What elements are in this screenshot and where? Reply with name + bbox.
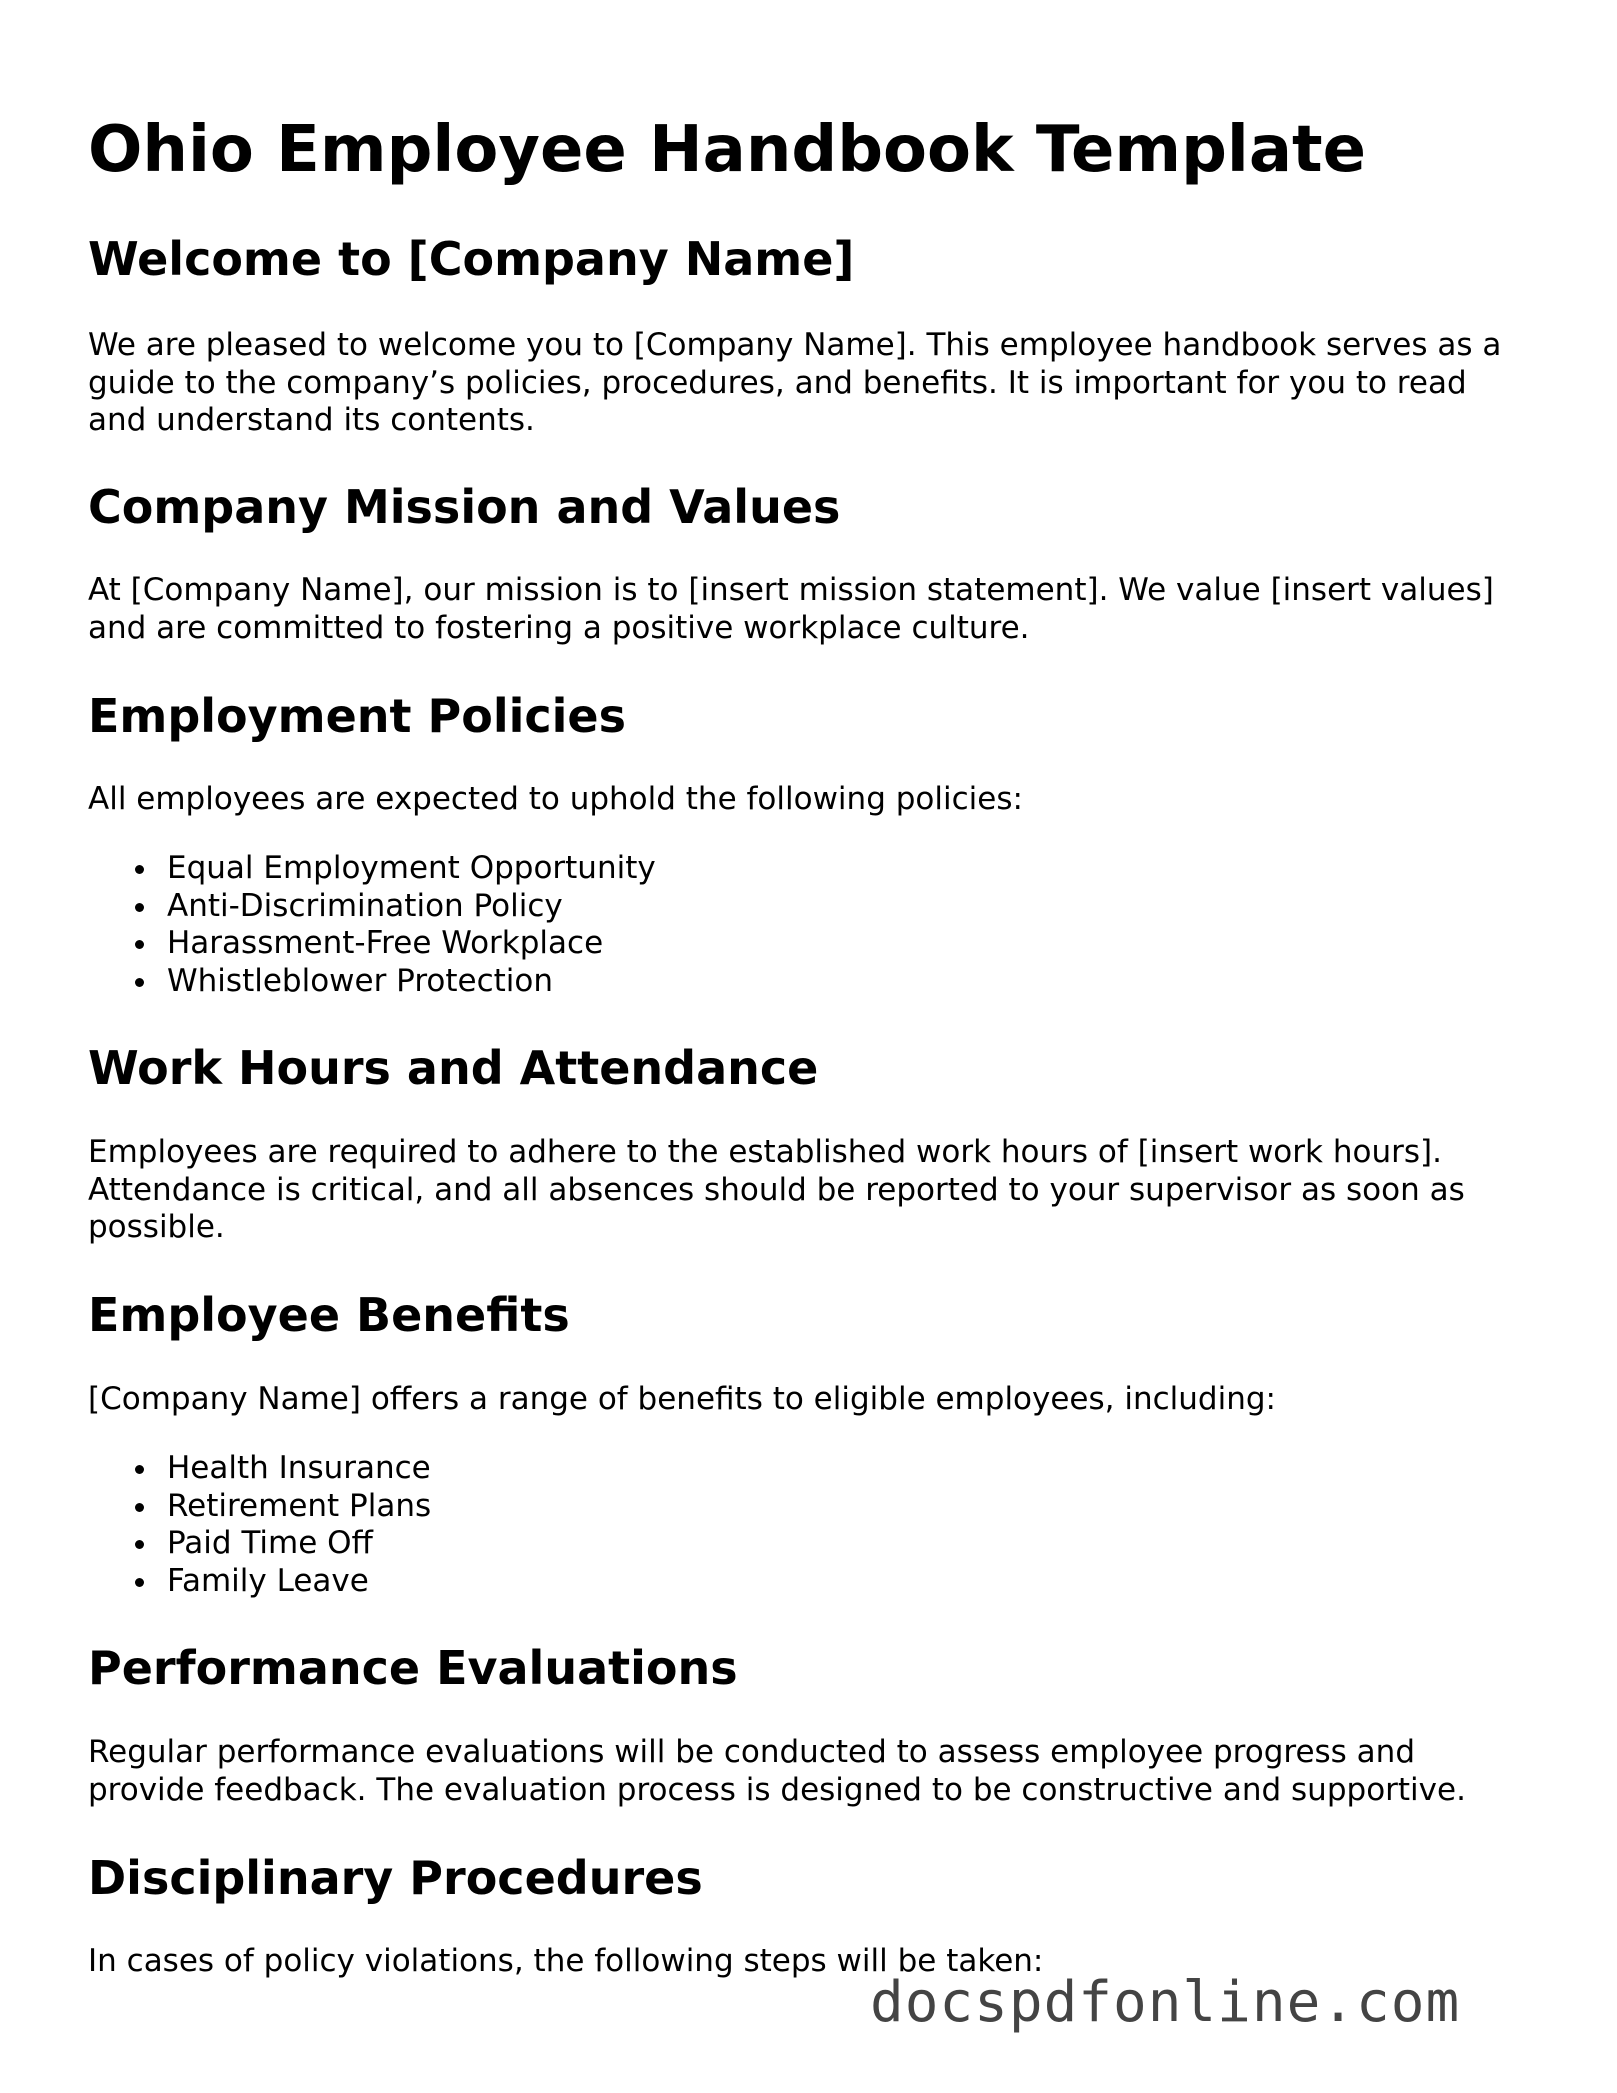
list-item-text: Equal Employment Opportunity [167, 850, 656, 886]
list-item [88, 1563, 431, 1601]
section-body-benefits: [Company Name] offers a range of benefits to eligible employees, including: [88, 1381, 1276, 1417]
list-item-text: Harassment-Free Workplace [167, 925, 604, 961]
document-title: Ohio Employee Handbook Template [88, 113, 1366, 187]
bullet-icon [135, 1503, 144, 1512]
list-item-text: Family Leave [167, 1562, 369, 1599]
list-item [88, 1450, 431, 1488]
list-item [88, 850, 656, 888]
bullet-icon [135, 903, 144, 912]
list-item-text: Whistleblower Protection [167, 962, 554, 999]
section-heading-mission: Company Mission and Values [88, 480, 841, 534]
bullet-icon [135, 865, 144, 874]
list-item-text: Anti-Discrimination Policy [167, 887, 563, 924]
bullet-icon [135, 978, 144, 987]
list-item [88, 963, 656, 1001]
bullet-icon [135, 940, 144, 949]
section-heading-welcome: Welcome to [Company Name] [88, 232, 855, 286]
section-heading-benefits: Employee Benefits [88, 1288, 570, 1342]
section-body-welcome: We are pleased to welcome you to [Company Name]. This employee handbook serves as a guide to the company’s policies, procedures, and benefits. It is important for you to read and understand its contents. [88, 327, 1502, 438]
list-item [88, 925, 656, 963]
list-item [88, 888, 656, 926]
watermark: docspdfonline.com [870, 1970, 1461, 2035]
bullet-icon [135, 1540, 144, 1549]
list-item-text: Paid Time Off [167, 1525, 373, 1561]
list-item-text: Health Insurance [167, 1450, 431, 1486]
section-body-employment-policies: All employees are expected to uphold the following policies: [88, 781, 1023, 817]
list-item [88, 1525, 431, 1563]
benefits-list [88, 1450, 431, 1600]
policies-list [88, 850, 656, 1000]
bullet-icon [135, 1465, 144, 1474]
section-heading-disciplinary-procedures: Disciplinary Procedures [88, 1851, 703, 1905]
list-item [88, 1488, 431, 1526]
section-body-performance-evaluations: Regular performance evaluations will be conducted to assess employee progress and provide feedback. The evaluation process is designed to be constructive and supportive. [88, 1734, 1466, 1808]
list-item-text: Retirement Plans [167, 1487, 432, 1524]
bullet-icon [135, 1578, 144, 1587]
section-heading-performance-evaluations: Performance Evaluations [88, 1641, 738, 1695]
section-body-disciplinary-procedures: In cases of policy violations, the following steps will be taken: [88, 1943, 1044, 1979]
section-heading-employment-policies: Employment Policies [88, 689, 626, 743]
section-body-work-hours: Employees are required to adhere to the established work hours of [insert work hours]. Attendance is critical, and all absences should be reported to your supervisor as soon as possible. [88, 1134, 1465, 1245]
section-body-mission: At [Company Name], our mission is to [insert mission statement]. We value [insert values] and are committed to fostering a positive workplace culture. [88, 572, 1494, 646]
section-heading-work-hours: Work Hours and Attendance [88, 1041, 819, 1095]
